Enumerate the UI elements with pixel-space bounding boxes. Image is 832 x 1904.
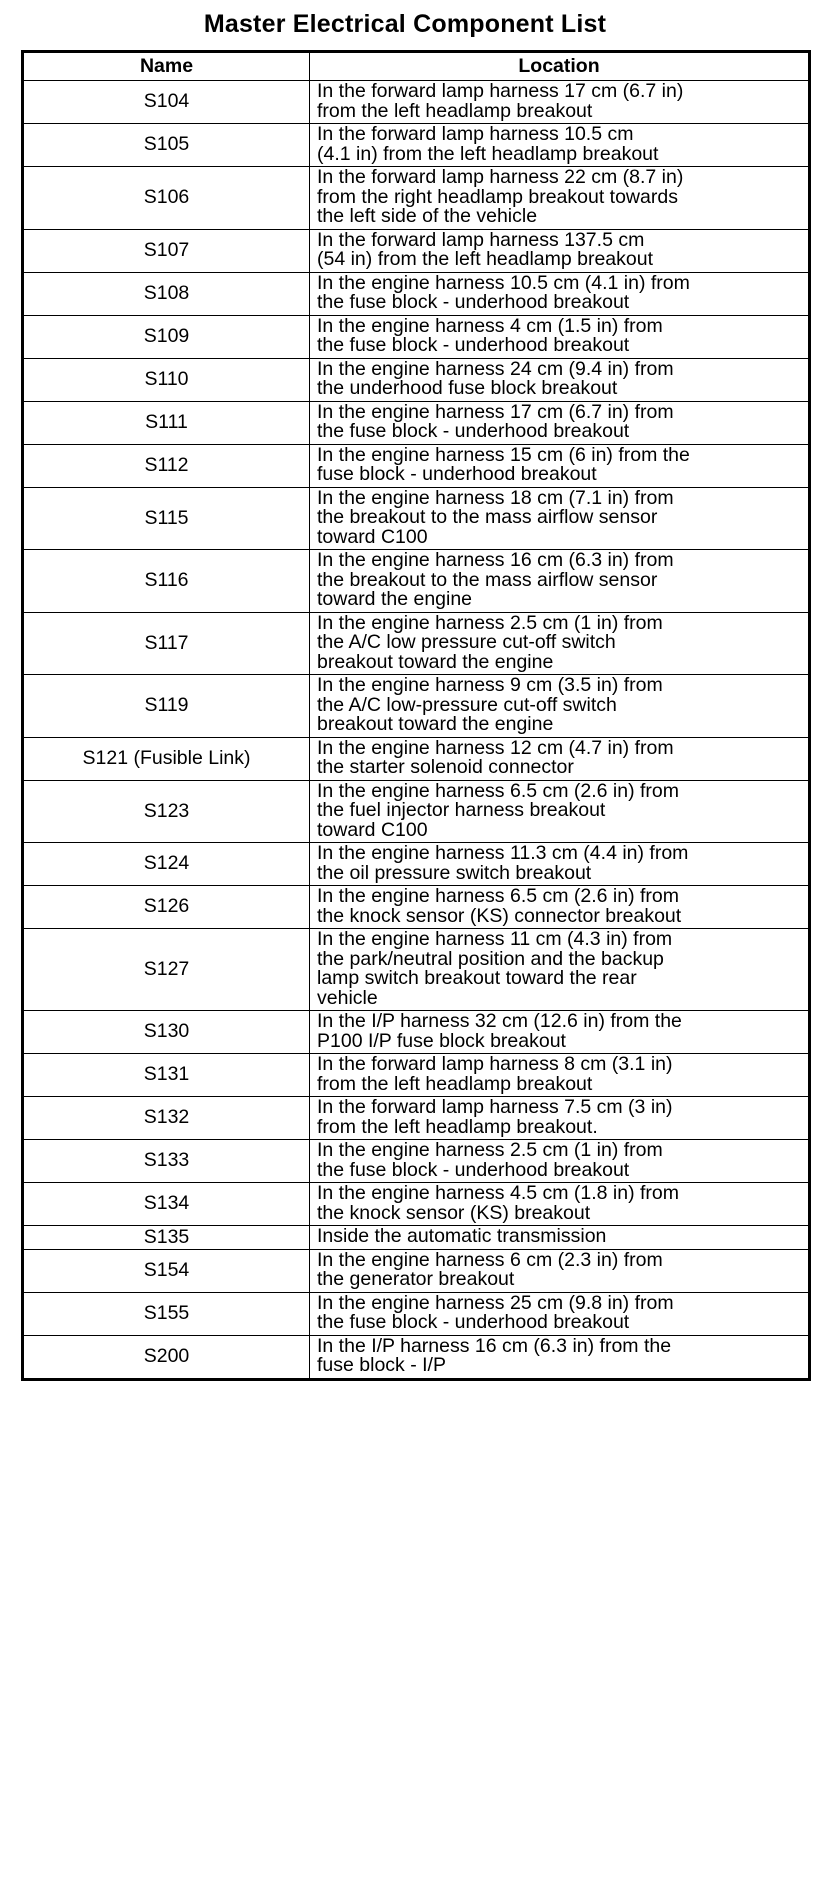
table-row bbox=[23, 612, 810, 675]
table-row bbox=[23, 1097, 810, 1140]
component-location-cell: In the engine harness 25 cm (9.8 in) from the fuse block - underhood breakout bbox=[310, 1292, 810, 1335]
table-row bbox=[23, 1292, 810, 1335]
component-location-cell: In the engine harness 6.5 cm (2.6 in) from the fuel injector harness breakout toward C100 bbox=[310, 780, 810, 843]
table-row bbox=[23, 81, 810, 124]
component-location-cell: In the I/P harness 32 cm (12.6 in) from the P100 I/P fuse block breakout bbox=[310, 1011, 810, 1054]
component-name-cell: S107 bbox=[23, 229, 310, 272]
component-location-cell: In the engine harness 18 cm (7.1 in) from the breakout to the mass airflow sensor toward C100 bbox=[310, 487, 810, 550]
component-location-cell: In the engine harness 15 cm (6 in) from the fuse block - underhood breakout bbox=[310, 444, 810, 487]
component-location-cell: In the engine harness 11.3 cm (4.4 in) from the oil pressure switch breakout bbox=[310, 843, 810, 886]
component-name-cell: S135 bbox=[23, 1226, 310, 1250]
component-location-cell: In the engine harness 10.5 cm (4.1 in) from the fuse block - underhood breakout bbox=[310, 272, 810, 315]
component-name-cell: S111 bbox=[23, 401, 310, 444]
component-name-cell: S133 bbox=[23, 1140, 310, 1183]
component-name-cell: S115 bbox=[23, 487, 310, 550]
component-name-cell: S154 bbox=[23, 1249, 310, 1292]
component-name-cell: S131 bbox=[23, 1054, 310, 1097]
component-location-cell: In the engine harness 6.5 cm (2.6 in) from the knock sensor (KS) connector breakout bbox=[310, 886, 810, 929]
component-name-cell: S112 bbox=[23, 444, 310, 487]
component-name-cell: S127 bbox=[23, 929, 310, 1011]
component-name-cell: S134 bbox=[23, 1183, 310, 1226]
table-row bbox=[23, 1011, 810, 1054]
component-name-cell: S126 bbox=[23, 886, 310, 929]
component-name-cell: S200 bbox=[23, 1335, 310, 1379]
table-row bbox=[23, 780, 810, 843]
page-title: Master Electrical Component List bbox=[203, 10, 607, 38]
component-name-cell: S121 (Fusible Link) bbox=[23, 737, 310, 780]
table-row bbox=[23, 929, 810, 1011]
component-location-cell: In the engine harness 17 cm (6.7 in) from the fuse block - underhood breakout bbox=[310, 401, 810, 444]
component-table bbox=[21, 50, 811, 1381]
component-name-cell: S130 bbox=[23, 1011, 310, 1054]
component-name-cell: S109 bbox=[23, 315, 310, 358]
table-row bbox=[23, 401, 810, 444]
table-row bbox=[23, 1226, 810, 1250]
component-location-cell: In the engine harness 24 cm (9.4 in) from the underhood fuse block breakout bbox=[310, 358, 810, 401]
component-location-cell: In the forward lamp harness 137.5 cm (54 in) from the left headlamp breakout bbox=[310, 229, 810, 272]
table-row bbox=[23, 886, 810, 929]
component-location-cell: In the engine harness 16 cm (6.3 in) from the breakout to the mass airflow sensor toward the engine bbox=[310, 550, 810, 613]
component-name-cell: S110 bbox=[23, 358, 310, 401]
component-name-cell: S155 bbox=[23, 1292, 310, 1335]
component-name-cell: S106 bbox=[23, 167, 310, 230]
component-location-cell: In the engine harness 2.5 cm (1 in) from the A/C low pressure cut-off switch breakout toward the engine bbox=[310, 612, 810, 675]
component-name-cell: S123 bbox=[23, 780, 310, 843]
table-body bbox=[23, 81, 810, 1380]
component-location-cell: In the engine harness 6 cm (2.3 in) from the generator breakout bbox=[310, 1249, 810, 1292]
component-name-cell: S117 bbox=[23, 612, 310, 675]
table-row bbox=[23, 1249, 810, 1292]
component-location-cell: In the forward lamp harness 17 cm (6.7 in) from the left headlamp breakout bbox=[310, 81, 810, 124]
component-location-cell: In the engine harness 12 cm (4.7 in) from the starter solenoid connector bbox=[310, 737, 810, 780]
component-location-cell: In the engine harness 9 cm (3.5 in) from the A/C low-pressure cut-off switch breakout toward the engine bbox=[310, 675, 810, 738]
component-location-cell: In the engine harness 4.5 cm (1.8 in) from the knock sensor (KS) breakout bbox=[310, 1183, 810, 1226]
component-location-cell: In the forward lamp harness 8 cm (3.1 in) from the left headlamp breakout bbox=[310, 1054, 810, 1097]
component-location-cell: In the engine harness 4 cm (1.5 in) from the fuse block - underhood breakout bbox=[310, 315, 810, 358]
table-row bbox=[23, 487, 810, 550]
component-location-cell: In the forward lamp harness 10.5 cm (4.1 in) from the left headlamp breakout bbox=[310, 124, 810, 167]
component-name-cell: S124 bbox=[23, 843, 310, 886]
column-header-location: Location bbox=[310, 52, 810, 81]
table-row bbox=[23, 1183, 810, 1226]
component-location-cell: In the forward lamp harness 22 cm (8.7 in) from the right headlamp breakout towards the left side of the vehicle bbox=[310, 167, 810, 230]
component-location-cell: Inside the automatic transmission bbox=[310, 1226, 810, 1250]
table-row bbox=[23, 315, 810, 358]
column-header-name: Name bbox=[23, 52, 310, 81]
table-row bbox=[23, 444, 810, 487]
component-location-cell: In the forward lamp harness 7.5 cm (3 in) from the left headlamp breakout. bbox=[310, 1097, 810, 1140]
component-name-cell: S119 bbox=[23, 675, 310, 738]
component-name-cell: S108 bbox=[23, 272, 310, 315]
component-location-cell: In the engine harness 2.5 cm (1 in) from the fuse block - underhood breakout bbox=[310, 1140, 810, 1183]
component-location-cell: In the I/P harness 16 cm (6.3 in) from the fuse block - I/P bbox=[310, 1335, 810, 1379]
table-row bbox=[23, 675, 810, 738]
table-row bbox=[23, 124, 810, 167]
table-row bbox=[23, 843, 810, 886]
component-name-cell: S105 bbox=[23, 124, 310, 167]
table-row bbox=[23, 1054, 810, 1097]
table-row bbox=[23, 167, 810, 230]
table-row bbox=[23, 1335, 810, 1379]
component-name-cell: S116 bbox=[23, 550, 310, 613]
component-location-cell: In the engine harness 11 cm (4.3 in) from the park/neutral position and the backup lamp switch breakout toward the rear vehicle bbox=[310, 929, 810, 1011]
table-row bbox=[23, 272, 810, 315]
table-row bbox=[23, 229, 810, 272]
table-row bbox=[23, 358, 810, 401]
component-name-cell: S104 bbox=[23, 81, 310, 124]
table-row bbox=[23, 737, 810, 780]
table-row bbox=[23, 550, 810, 613]
table-row bbox=[23, 1140, 810, 1183]
table-header-row bbox=[23, 52, 810, 81]
component-name-cell: S132 bbox=[23, 1097, 310, 1140]
